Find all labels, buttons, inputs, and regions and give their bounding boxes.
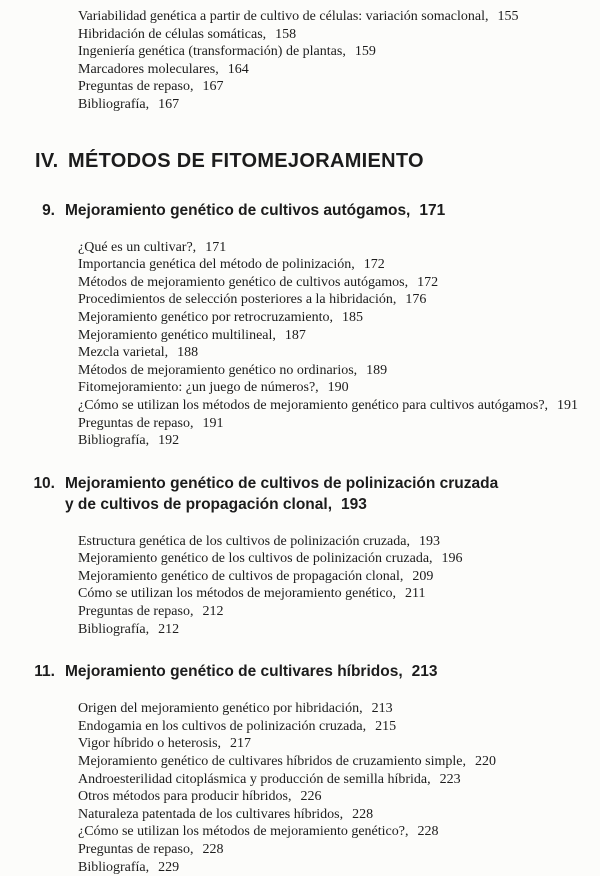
toc-entry-page: 193	[418, 533, 440, 549]
toc-entry	[78, 256, 600, 274]
toc-entry-title: Bibliografía,	[78, 96, 150, 112]
toc-entry	[78, 771, 600, 789]
toc-entry-title: Mejoramiento genético de los cultivos de polinización cruzada,	[78, 551, 433, 567]
toc-entry-title: Fitomejoramiento: ¿un juego de números?,	[78, 380, 319, 396]
toc-entry	[78, 753, 600, 771]
toc-entry-title: Mejoramiento genético de cultivos de propagación clonal,	[78, 568, 404, 584]
toc-entry-title: Naturaleza patentada de los cultivares híbridos,	[78, 806, 344, 822]
toc-entry-page: 185	[342, 309, 364, 325]
toc-entry	[78, 309, 600, 327]
chapter-heading	[25, 661, 600, 682]
part-heading	[35, 150, 600, 173]
toc-entry-page: 213	[371, 701, 393, 717]
toc-entry-page: 191	[557, 397, 579, 413]
toc-entry-title: Mezcla varietal,	[78, 345, 169, 361]
toc-entry-title: Androesterilidad citoplásmica y producción de semilla híbrida,	[78, 771, 431, 787]
toc-entry	[78, 621, 600, 639]
chapter-entry-list	[78, 533, 600, 639]
toc-entry-page: 159	[354, 44, 376, 60]
toc-entry	[78, 362, 600, 380]
toc-entry-page: 228	[417, 824, 439, 840]
chapters-container	[0, 200, 600, 876]
toc-entry	[78, 327, 600, 345]
toc-entry-page: 171	[205, 239, 227, 255]
toc-entry-title: ¿Qué es un cultivar?,	[78, 239, 197, 255]
toc-entry-title: Otros métodos para producir híbridos,	[78, 789, 292, 805]
toc-entry	[78, 788, 600, 806]
chapter-page: 213	[411, 663, 438, 681]
toc-entry-title: Marcadores moleculares,	[78, 61, 219, 77]
chapter-title	[65, 473, 498, 515]
toc-entry-page: 164	[227, 61, 249, 77]
toc-entry-page: 192	[158, 433, 180, 449]
chapter-entry-list	[78, 700, 600, 876]
toc-entry	[78, 432, 600, 450]
toc-entry	[78, 859, 600, 876]
toc-entry-title: Mejoramiento genético de cultivares híbridos de cruzamiento simple,	[78, 754, 466, 770]
toc-entry-page: 190	[327, 380, 349, 396]
toc-entry-page: 155	[497, 9, 519, 24]
toc-entry	[78, 379, 600, 397]
toc-entry	[78, 700, 600, 718]
toc-entry	[78, 397, 600, 415]
toc-entry	[78, 61, 600, 79]
toc-entry	[78, 96, 600, 114]
chapter-heading	[25, 473, 600, 515]
chapter-title-line: Mejoramiento genético de cultivares híbridos, 213	[65, 663, 438, 681]
toc-entry-title: Mejoramiento genético multilineal,	[78, 327, 276, 343]
toc-entry-page: 176	[405, 292, 427, 308]
chapter-heading	[25, 200, 600, 221]
toc-entry-page: 226	[300, 789, 322, 805]
toc-entry-page: 215	[375, 718, 397, 734]
toc-entry	[78, 823, 600, 841]
toc-entry-page: 228	[352, 806, 374, 822]
toc-entry-title: ¿Cómo se utilizan los métodos de mejoramiento genético?,	[78, 824, 409, 840]
toc-entry-page: 228	[202, 842, 224, 857]
toc-entry-title: Origen del mejoramiento genético por hibridación,	[78, 701, 363, 717]
toc-entry-title: Cómo se utilizan los métodos de mejoramiento genético,	[78, 586, 397, 602]
toc-entry-page: 196	[441, 551, 463, 567]
toc-entry	[78, 533, 600, 551]
toc-entry-title: Preguntas de repaso,	[78, 79, 194, 95]
part-number: IV.	[35, 149, 59, 172]
toc-entry-title: Bibliografía,	[78, 859, 150, 875]
part-title: MÉTODOS DE FITOMEJORAMIENTO	[68, 149, 424, 172]
toc-entry	[78, 735, 600, 753]
toc-entry-page: 158	[275, 26, 297, 42]
toc-entry-title: Métodos de mejoramiento genético no ordinarios,	[78, 362, 358, 378]
chapter-title	[65, 661, 438, 682]
toc-entry-page: 223	[439, 771, 461, 787]
toc-entry	[78, 806, 600, 824]
toc-entry	[78, 43, 600, 61]
toc-entry-title: Mejoramiento genético por retrocruzamiento,	[78, 309, 334, 325]
toc-entry-title: Variabilidad genética a partir de cultivo de células: variación somaclonal,	[78, 9, 489, 24]
toc-entry-title: Importancia genética del método de polinización,	[78, 257, 355, 273]
toc-entry-title: Endogamia en los cultivos de polinización cruzada,	[78, 718, 367, 734]
toc-entry-page: 212	[202, 604, 224, 620]
toc-entry-title: ¿Cómo se utilizan los métodos de mejoramiento genético para cultivos autógamos?,	[78, 397, 549, 413]
toc-entry-title: Ingeniería genética (transformación) de plantas,	[78, 44, 346, 60]
toc-entry	[78, 603, 600, 621]
toc-entry-title: Hibridación de células somáticas,	[78, 26, 267, 42]
toc-entry	[78, 8, 600, 26]
toc-entry-page: 167	[202, 79, 224, 95]
toc-entry-page: 172	[363, 257, 385, 273]
chapter-page: 171	[419, 201, 446, 219]
toc-entry-title: Vigor híbrido o heterosis,	[78, 736, 222, 752]
toc-entry	[78, 841, 600, 859]
chapter-entry-list	[78, 239, 600, 450]
toc-entry	[78, 291, 600, 309]
toc-entry-page: 211	[405, 586, 426, 602]
toc-entry-title: Procedimientos de selección posteriores a la hibridación,	[78, 292, 397, 308]
toc-entry-page: 167	[158, 96, 180, 112]
toc-entry-page: 229	[158, 859, 180, 875]
chapter-section	[0, 473, 600, 639]
chapter-title-line: y de cultivos de propagación clonal, 193	[65, 495, 367, 513]
chapter-number: 11.	[34, 663, 55, 681]
toc-entry	[78, 26, 600, 44]
toc-entry-title: Bibliografía,	[78, 621, 150, 637]
toc-entry-title: Métodos de mejoramiento genético de cultivos autógamos,	[78, 274, 409, 290]
toc-entry	[78, 274, 600, 292]
chapter-number: 10.	[33, 474, 55, 492]
chapter-number: 9.	[42, 201, 55, 219]
toc-entry-page: 217	[230, 736, 252, 752]
toc-entry	[78, 344, 600, 362]
toc-entry-title: Preguntas de repaso,	[78, 604, 194, 620]
toc-entry-page: 212	[158, 621, 180, 637]
toc-entry-page: 187	[284, 327, 306, 343]
toc-entry-title: Bibliografía,	[78, 433, 150, 449]
toc-entry-page: 191	[202, 415, 224, 431]
toc-entry	[78, 415, 600, 433]
toc-entry-page: 188	[177, 345, 199, 361]
toc-entry-title: Estructura genética de los cultivos de polinización cruzada,	[78, 533, 410, 549]
toc-entry	[78, 718, 600, 736]
toc-entry	[78, 550, 600, 568]
intro-entry-list	[78, 0, 600, 114]
toc-entry-page: 220	[475, 754, 496, 770]
chapter-title-line: Mejoramiento genético de cultivos autógamos, 171	[65, 201, 446, 219]
chapter-section	[0, 200, 600, 450]
toc-entry-title: Preguntas de repaso,	[78, 415, 194, 431]
chapter-section	[0, 661, 600, 876]
toc-entry	[78, 585, 600, 603]
toc-entry-page: 172	[417, 274, 439, 290]
chapter-title	[65, 200, 445, 221]
toc-entry	[78, 239, 600, 257]
toc-entry-page: 189	[366, 362, 388, 378]
chapter-page: 193	[341, 495, 367, 513]
toc-entry-title: Preguntas de repaso,	[78, 842, 194, 857]
toc-entry-page: 209	[412, 568, 434, 584]
toc-entry	[78, 78, 600, 96]
chapter-title-line: Mejoramiento genético de cultivos de polinización cruzada	[65, 474, 499, 492]
toc-entry	[78, 568, 600, 586]
